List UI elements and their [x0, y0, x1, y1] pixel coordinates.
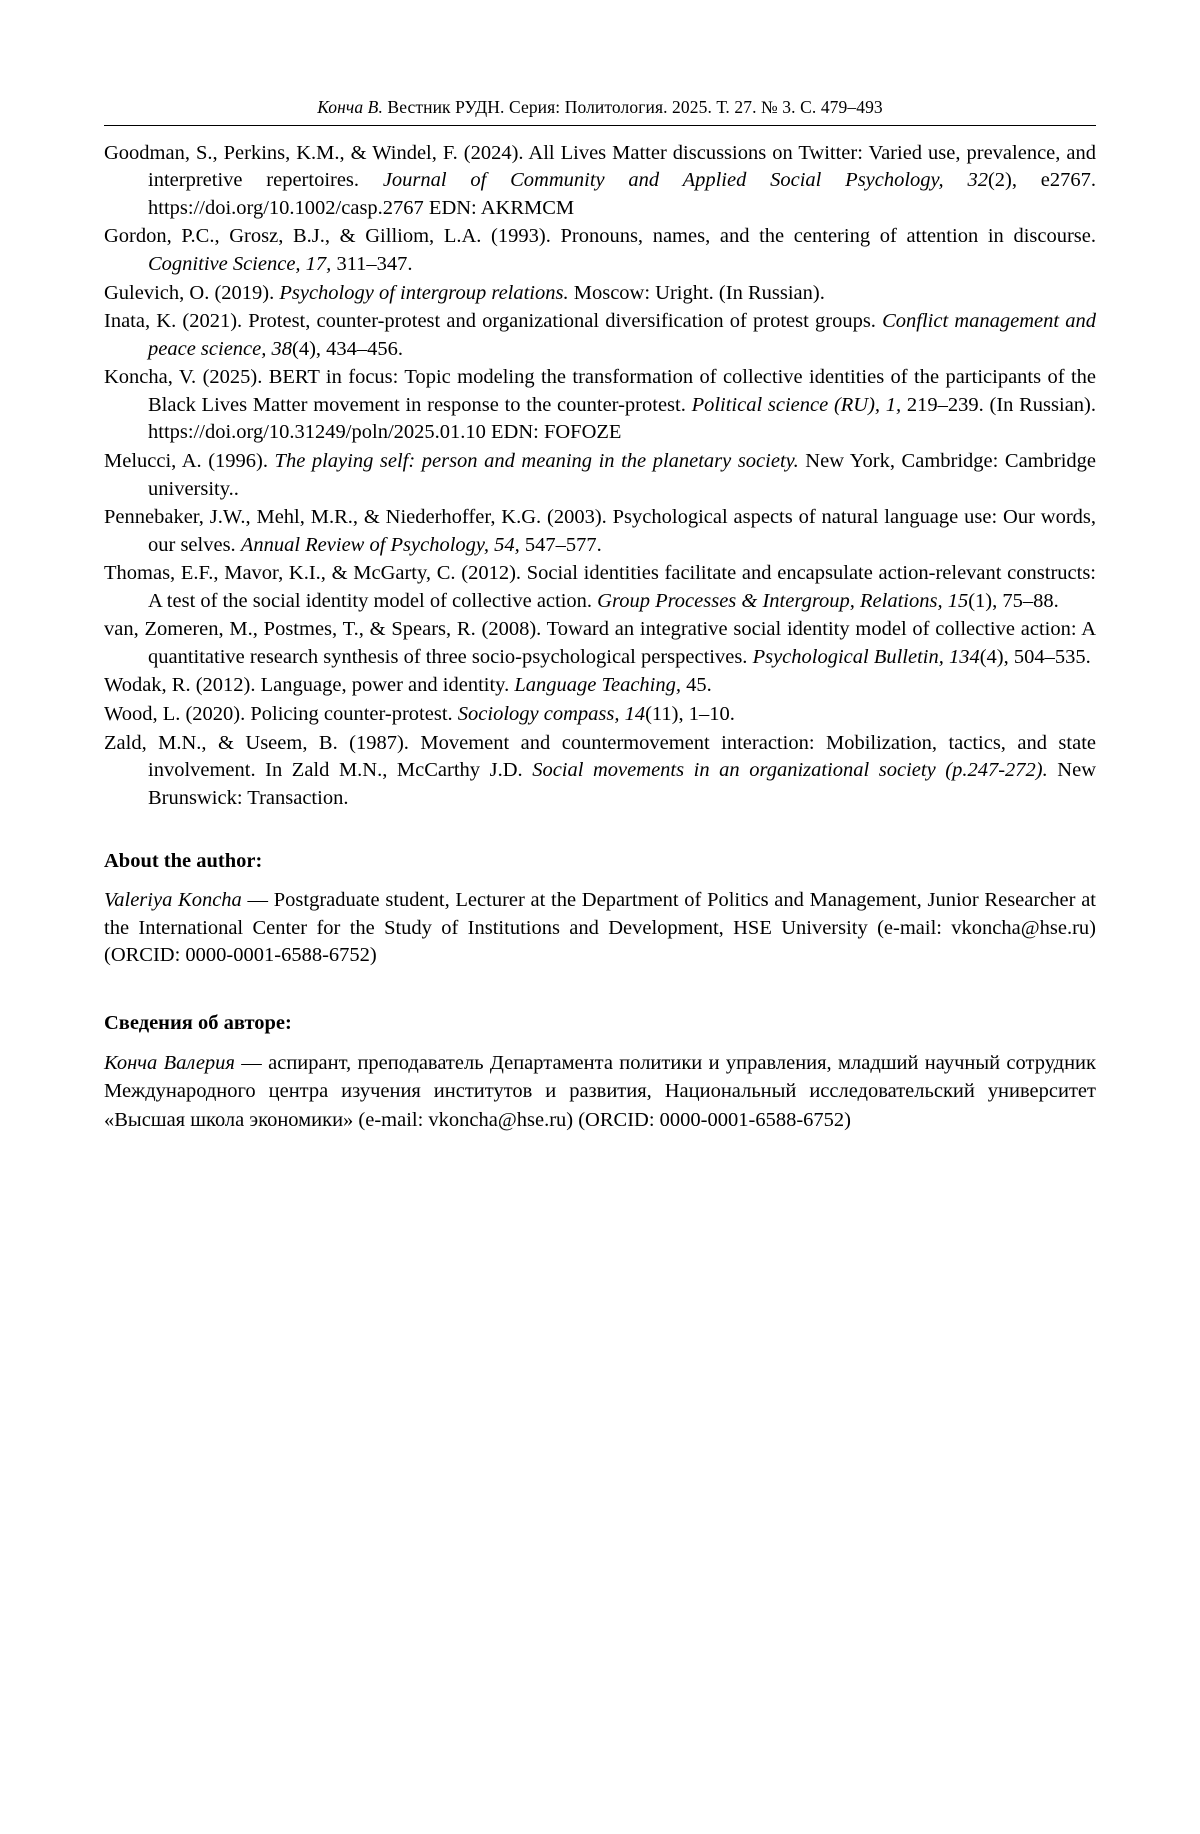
reference-text-segment: Koncha, V. (2025). BERT in focus: Topic modeling the transformation of collective identities of the participants of the Black Lives Matter movement in response to the counter-protest.	[104, 366, 1096, 416]
author-description-ru: — аспирант, преподаватель Департамента политики и управления, младший научный сотрудник Международного центра изучения институтов и развития, Национальный исследовательский университет «Высшая школа экономики» (e-mail: vkoncha@hse.ru) (ORCID: 0000-0001-6588-6752)	[104, 1051, 1096, 1132]
reference-item	[104, 308, 1096, 363]
reference-text-segment: (1), 75–88.	[968, 589, 1059, 612]
reference-text-segment: Thomas, E.F., Mavor, K.I., & McGarty, C. (2012). Social identities facilitate and encapsulate action-relevant constructs: A test of the social identity model of collective action.	[104, 562, 1096, 612]
reference-italic-segment: Cognitive Science, 17,	[148, 253, 332, 275]
reference-item	[104, 701, 1096, 729]
reference-list	[104, 140, 1096, 813]
reference-italic-segment: Group Processes & Intergroup, Relations, 15	[597, 589, 969, 612]
reference-text-segment: Gordon, P.C., Grosz, B.J., & Gilliom, L.A. (1993). Pronouns, names, and the centering of attention in discourse.	[104, 225, 1096, 248]
reference-text-segment: New York, Cambridge: Cambridge university..	[148, 449, 1096, 500]
author-description-en: — Postgraduate student, Lecturer at the Department of Politics and Management, Junior Researcher at the International Center for the Study of Institutions and Development, HSE University (e-mail: vkoncha@hse.ru) (ORCID: 0000-0001-6588-6752)	[104, 889, 1096, 967]
header-divider	[104, 125, 1096, 126]
reference-item	[104, 448, 1096, 503]
reference-item	[104, 364, 1096, 447]
author-name-en: Valeriya Koncha	[104, 889, 242, 912]
running-head-author: Конча В.	[317, 97, 383, 117]
reference-item	[104, 672, 1096, 700]
reference-text-segment: van, Zomeren, M., Postmes, T., & Spears, R. (2008). Toward an integrative social identity model of collective action: A quantitative research synthesis of three socio-psychological perspectives.	[104, 618, 1096, 668]
about-author-text-en	[104, 887, 1096, 969]
reference-text-segment: Melucci, A. (1996).	[104, 449, 275, 472]
reference-item	[104, 280, 1096, 308]
reference-text-segment: Pennebaker, J.W., Mehl, M.R., & Niederhoffer, K.G. (2003). Psychological aspects of natural language use: Our words, our selves.	[104, 506, 1096, 556]
reference-text-segment: New Brunswick: Transaction.	[148, 759, 1097, 809]
reference-text-segment: Wood, L. (2020). Policing counter-protest.	[104, 703, 458, 725]
reference-item	[104, 560, 1096, 615]
reference-text-segment: Wodak, R. (2012). Language, power and identity.	[104, 674, 515, 697]
reference-item	[104, 616, 1096, 671]
running-head	[104, 96, 1096, 119]
reference-italic-segment: Annual Review of Psychology, 54,	[240, 533, 520, 556]
reference-text-segment: Gulevich, O. (2019).	[104, 281, 280, 304]
reference-italic-segment: Language Teaching,	[514, 674, 682, 697]
reference-item	[104, 504, 1096, 559]
reference-text-segment: Goodman, S., Perkins, K.M., & Windel, F. (2024). All Lives Matter discussions on Twitter: Varied use, prevalence, and interpretive repertoires.	[104, 141, 1096, 192]
running-head-journal: Вестник РУДН. Серия: Политология. 2025. Т. 27. № 3. С. 479–493	[382, 97, 883, 117]
reference-italic-segment: Political science (RU), 1,	[691, 393, 902, 416]
author-name-ru: Конча Валерия	[104, 1051, 235, 1074]
reference-item	[104, 223, 1096, 278]
reference-italic-segment: Conflict management and peace science, 38	[148, 310, 1096, 360]
reference-text-segment: 547–577.	[519, 533, 602, 556]
about-author-text-ru	[104, 1049, 1096, 1135]
reference-italic-segment: Social movements in an organizational society (p.247-272).	[532, 759, 1048, 782]
about-author-heading-en: About the author:	[104, 850, 263, 873]
reference-text-segment: Inata, K. (2021). Protest, counter-protest and organizational diversification of protest groups.	[104, 310, 883, 333]
reference-italic-segment: The playing self: person and meaning in the planetary society.	[274, 449, 799, 472]
reference-text-segment: 45.	[681, 674, 712, 697]
reference-text-segment: (2), e2767. https://doi.org/10.1002/casp.2767 EDN: AKRMCM	[148, 169, 1096, 219]
about-author-heading-ru: Сведения об авторе:	[104, 1011, 292, 1034]
reference-text-segment: (4), 504–535.	[979, 645, 1091, 668]
reference-text-segment: (4), 434–456.	[292, 337, 404, 360]
reference-text-segment: Moscow: Uright. (In Russian).	[568, 281, 825, 304]
reference-italic-segment: Journal of Community and Applied Social Psychology, 32	[382, 169, 988, 192]
reference-italic-segment: Psychological Bulletin, 134	[752, 645, 980, 668]
reference-italic-segment: Sociology compass, 14	[457, 703, 646, 725]
reference-item	[104, 140, 1096, 223]
reference-text-segment: (11), 1–10.	[645, 703, 735, 725]
reference-item	[104, 730, 1096, 813]
reference-italic-segment: Psychology of intergroup relations.	[279, 281, 569, 304]
reference-text-segment: 219–239. (In Russian). https://doi.org/10.31249/poln/2025.01.10 EDN: FOFOZE	[148, 393, 1097, 444]
reference-text-segment: 311–347.	[331, 253, 413, 275]
reference-text-segment: Zald, M.N., & Useem, B. (1987). Movement and countermovement interaction: Mobilization, tactics, and state involvement. In Zald M.N., McCarthy J.D.	[104, 731, 1096, 782]
